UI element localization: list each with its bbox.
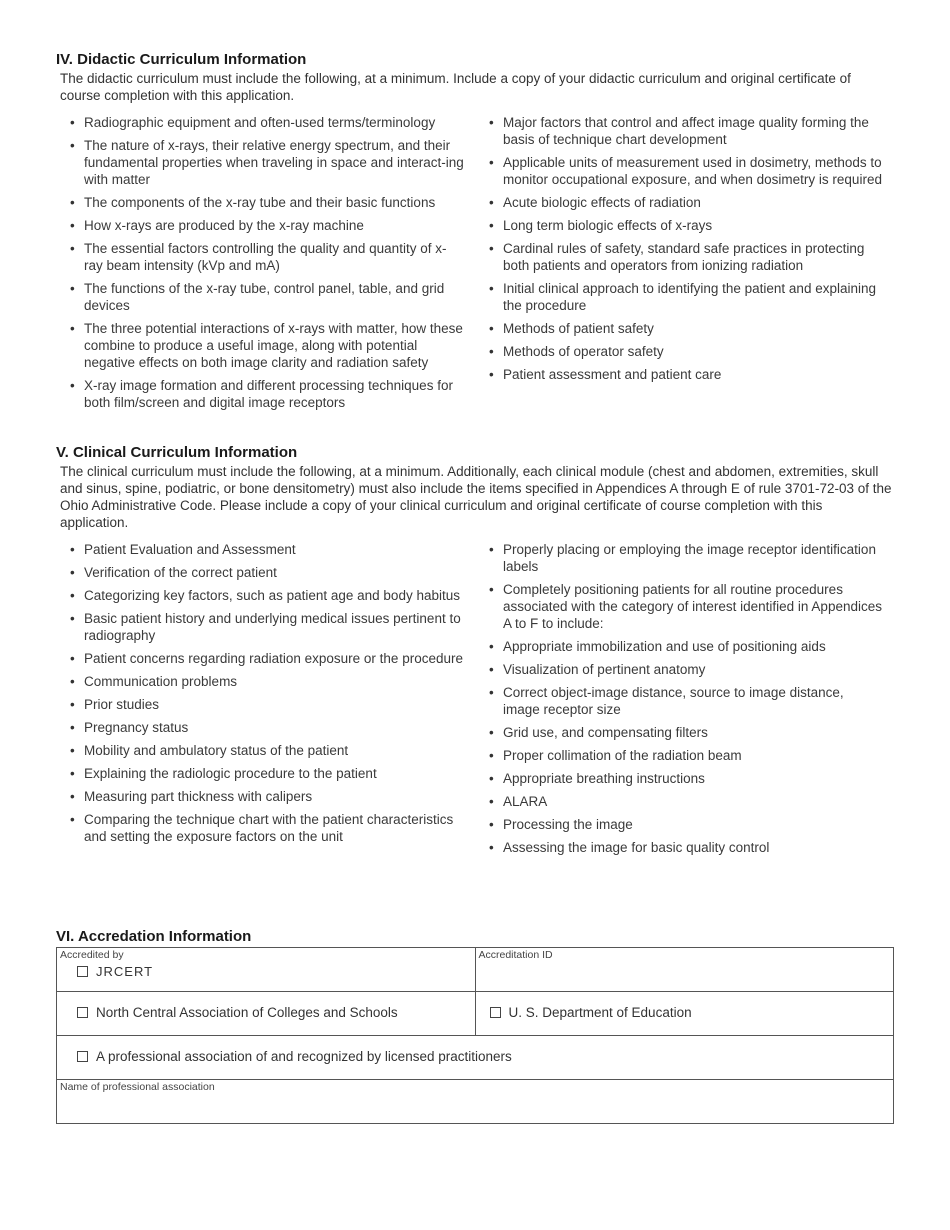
- list-item: • The nature of x-rays, their relative energy spectrum, and their fundamental properties when traveling in space and interact-ing with matter: [70, 137, 465, 188]
- list-item: • Basic patient history and underlying medical issues pertinent to radiography: [70, 610, 465, 644]
- list-item: • The components of the x-ray tube and their basic functions: [70, 194, 465, 211]
- list-item: • Correct object-image distance, source to image distance, image receptor size: [489, 684, 884, 718]
- list-item: • Initial clinical approach to identifying the patient and explaining the procedure: [489, 280, 884, 314]
- checkbox-icon[interactable]: [77, 1051, 88, 1062]
- didactic-list-right: [475, 114, 894, 417]
- list-item: • The essential factors controlling the quality and quantity of x-ray beam intensity (kVp and mA): [70, 240, 465, 274]
- clinical-curriculum-section: [56, 443, 894, 862]
- professional-name-label: Name of professional association: [60, 1081, 215, 1093]
- list-item: • Patient Evaluation and Assessment: [70, 541, 465, 558]
- form-page: [56, 50, 894, 1093]
- list-item: • Methods of operator safety: [489, 343, 884, 360]
- list-item: • Comparing the technique chart with the patient characteristics and setting the exposure factors on the unit: [70, 811, 465, 845]
- list-item: • Prior studies: [70, 696, 465, 713]
- checkbox-icon[interactable]: [490, 1007, 501, 1018]
- list-item: • X-ray image formation and different processing techniques for both film/screen and digital image receptors: [70, 377, 465, 411]
- us-dept-cell: [475, 992, 894, 1036]
- accreditation-section: [56, 927, 894, 1124]
- clinical-list-right: [475, 541, 894, 862]
- list-item: • Visualization of pertinent anatomy: [489, 661, 884, 678]
- list-item: • Measuring part thickness with calipers: [70, 788, 465, 805]
- checkbox-icon[interactable]: [77, 1007, 88, 1018]
- section-title: IV. Didactic Curriculum Information: [56, 51, 307, 68]
- list-item: • Acute biologic effects of radiation: [489, 194, 884, 211]
- section-intro: The clinical curriculum must include the following, at a minimum. Additionally, each clinical module (chest and abdomen, extremities, skull and sinus, spine, podiatric, or bone densitometry) must also include the items specified in Appendices A through E of rule 3701-72-03 of the Ohio Administrative Code. Please include a copy of your clinical curriculum and original certificate of course completion with this application.: [60, 464, 892, 530]
- didactic-curriculum-section: [56, 50, 894, 417]
- list-item: • Radiographic equipment and often-used terms/terminology: [70, 114, 465, 131]
- accredited-by-label: Accredited by: [60, 949, 124, 961]
- list-item: • Major factors that control and affect image quality forming the basis of technique chart development: [489, 114, 884, 148]
- list-item: • Completely positioning patients for all routine procedures associated with the category of interest identified in Appendices A to F to include:: [489, 581, 884, 632]
- accreditation-id-cell[interactable]: [475, 948, 894, 992]
- checkbox-icon[interactable]: [77, 966, 88, 977]
- professional-association-cell: [57, 1036, 894, 1080]
- section-title: V. Clinical Curriculum Information: [56, 444, 298, 461]
- list-item: • How x-rays are produced by the x-ray machine: [70, 217, 465, 234]
- list-item: • Pregnancy status: [70, 719, 465, 736]
- list-item: • Appropriate immobilization and use of positioning aids: [489, 638, 884, 655]
- list-item: • Grid use, and compensating filters: [489, 724, 884, 741]
- list-item: • Long term biologic effects of x-rays: [489, 217, 884, 234]
- accreditation-id-label: Accreditation ID: [478, 949, 553, 961]
- us-dept-option[interactable]: [476, 992, 894, 1020]
- list-item: • Applicable units of measurement used in dosimetry, methods to monitor occupational exposure, and when dosimetry is required: [489, 154, 884, 188]
- professional-association-option[interactable]: [57, 1036, 893, 1064]
- jrcert-label: JRCERT: [96, 964, 154, 979]
- list-item: • Assessing the image for basic quality control: [489, 839, 884, 856]
- list-item: • Proper collimation of the radiation beam: [489, 747, 884, 764]
- list-item: • Explaining the radiologic procedure to the patient: [70, 765, 465, 782]
- jrcert-option[interactable]: [57, 962, 475, 979]
- clinical-list-left: [56, 541, 475, 862]
- list-item: • Verification of the correct patient: [70, 564, 465, 581]
- us-dept-label: U. S. Department of Education: [508, 1005, 692, 1020]
- list-item: • Categorizing key factors, such as patient age and body habitus: [70, 587, 465, 604]
- north-central-label: North Central Association of Colleges and Schools: [96, 1005, 398, 1020]
- list-item: • Mobility and ambulatory status of the patient: [70, 742, 465, 759]
- list-item: • The functions of the x-ray tube, control panel, table, and grid devices: [70, 280, 465, 314]
- north-central-cell: [57, 992, 476, 1036]
- list-item: • ALARA: [489, 793, 884, 810]
- list-item: • Communication problems: [70, 673, 465, 690]
- list-item: • Processing the image: [489, 816, 884, 833]
- professional-association-label: A professional association of and recognized by licensed practitioners: [96, 1049, 512, 1064]
- section-intro: The didactic curriculum must include the following, at a minimum. Include a copy of your didactic curriculum and original certificate of course completion with this application.: [60, 71, 851, 103]
- list-item: • The three potential interactions of x-rays with matter, how these combine to produce a useful image, along with potential negative effects on both image clarity and radiation safety: [70, 320, 465, 371]
- professional-name-cell[interactable]: [57, 1080, 894, 1124]
- list-item: • Cardinal rules of safety, standard safe practices in protecting both patients and operators from ionizing radiation: [489, 240, 884, 274]
- didactic-list-left: [56, 114, 475, 417]
- accredited-by-cell: [57, 948, 476, 992]
- north-central-option[interactable]: [57, 992, 475, 1020]
- accreditation-table: [56, 947, 894, 1124]
- list-item: • Patient concerns regarding radiation exposure or the procedure: [70, 650, 465, 667]
- list-item: • Methods of patient safety: [489, 320, 884, 337]
- list-item: • Patient assessment and patient care: [489, 366, 884, 383]
- list-item: • Properly placing or employing the image receptor identification labels: [489, 541, 884, 575]
- section-title: VI. Accredation Information: [56, 928, 252, 945]
- list-item: • Appropriate breathing instructions: [489, 770, 884, 787]
